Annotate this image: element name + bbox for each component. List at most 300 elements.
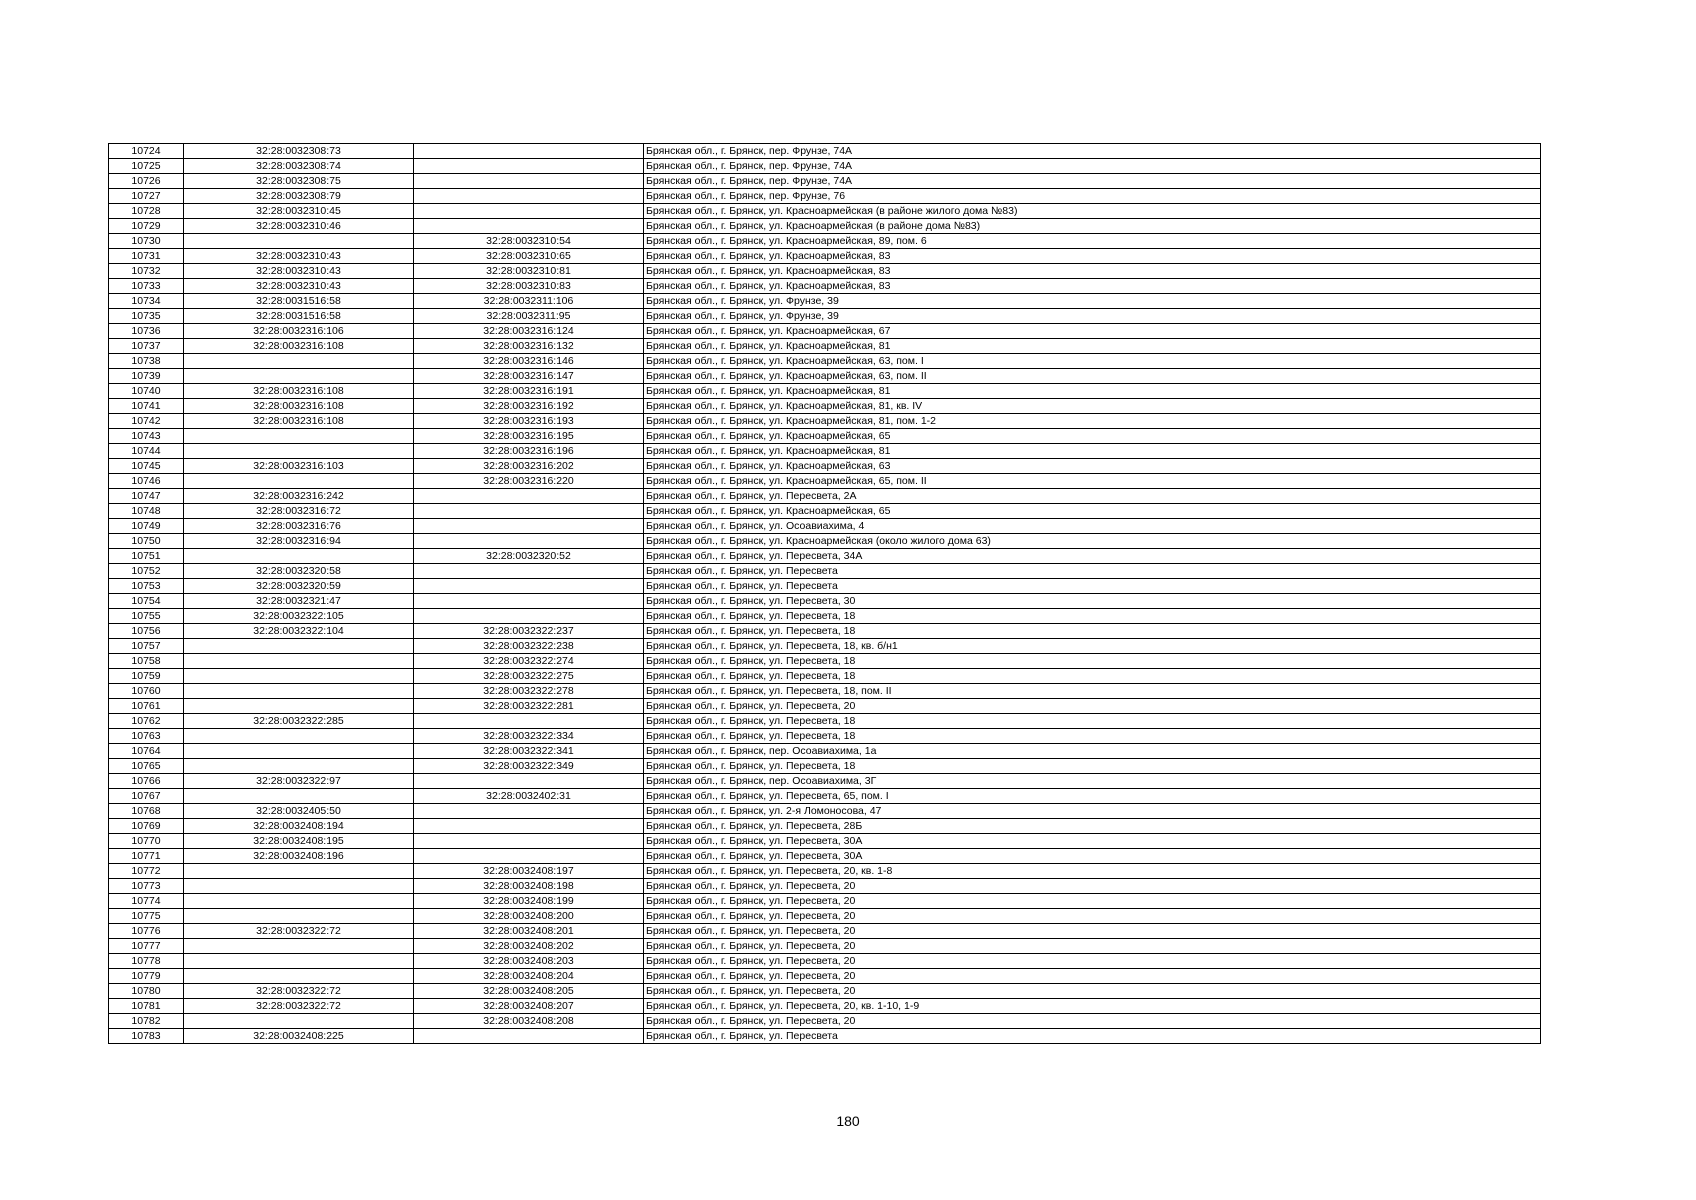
cell-cadastral-building [414, 144, 644, 159]
table-row [109, 819, 1541, 834]
table-row [109, 1014, 1541, 1029]
cell-number: 10776 [109, 924, 184, 939]
table-row [109, 714, 1541, 729]
cell-cadastral-building [414, 594, 644, 609]
cell-address: Брянская обл., г. Брянск, ул. Пересвета, 18 [644, 669, 1541, 684]
cell-cadastral-building [414, 189, 644, 204]
cell-number: 10763 [109, 729, 184, 744]
cell-cadastral-land [184, 729, 414, 744]
cell-cadastral-land: 32:28:0032408:196 [184, 849, 414, 864]
cell-cadastral-building [414, 714, 644, 729]
cell-cadastral-land: 32:28:0032310:43 [184, 249, 414, 264]
cell-cadastral-land: 32:28:0032308:74 [184, 159, 414, 174]
cell-number: 10727 [109, 189, 184, 204]
cell-cadastral-land: 32:28:0031516:58 [184, 309, 414, 324]
cell-number: 10740 [109, 384, 184, 399]
cell-number: 10765 [109, 759, 184, 774]
table-row [109, 354, 1541, 369]
cell-number: 10734 [109, 294, 184, 309]
cell-cadastral-land: 32:28:0032310:43 [184, 279, 414, 294]
cell-address: Брянская обл., г. Брянск, ул. Красноармейская, 65 [644, 504, 1541, 519]
cell-cadastral-land: 32:28:0032408:194 [184, 819, 414, 834]
cell-cadastral-building: 32:28:0032316:220 [414, 474, 644, 489]
cell-cadastral-land [184, 354, 414, 369]
cell-cadastral-land [184, 369, 414, 384]
cell-address: Брянская обл., г. Брянск, ул. Красноармейская, 65 [644, 429, 1541, 444]
cell-number: 10731 [109, 249, 184, 264]
cell-cadastral-building [414, 219, 644, 234]
cell-cadastral-building: 32:28:0032316:193 [414, 414, 644, 429]
cell-cadastral-building [414, 159, 644, 174]
cell-address: Брянская обл., г. Брянск, ул. Пересвета, 18 [644, 609, 1541, 624]
cell-cadastral-land [184, 744, 414, 759]
cell-address: Брянская обл., г. Брянск, ул. Пересвета [644, 579, 1541, 594]
cell-cadastral-building: 32:28:0032408:204 [414, 969, 644, 984]
table-row [109, 174, 1541, 189]
cell-number: 10729 [109, 219, 184, 234]
table-row [109, 759, 1541, 774]
cell-cadastral-building: 32:28:0032402:31 [414, 789, 644, 804]
cell-number: 10749 [109, 519, 184, 534]
cell-address: Брянская обл., г. Брянск, ул. Пересвета, 18 [644, 714, 1541, 729]
cell-address: Брянская обл., г. Брянск, ул. Пересвета, 20 [644, 984, 1541, 999]
cell-cadastral-land: 32:28:0032408:225 [184, 1029, 414, 1044]
cell-cadastral-land: 32:28:0032316:108 [184, 399, 414, 414]
table-row [109, 594, 1541, 609]
table-row [109, 774, 1541, 789]
table-row [109, 984, 1541, 999]
cell-number: 10751 [109, 549, 184, 564]
cell-cadastral-building: 32:28:0032316:196 [414, 444, 644, 459]
cell-address: Брянская обл., г. Брянск, ул. Пересвета, 20 [644, 939, 1541, 954]
cell-address: Брянская обл., г. Брянск, ул. Пересвета, 20 [644, 699, 1541, 714]
property-table [108, 143, 1541, 1044]
cell-cadastral-building: 32:28:0032322:334 [414, 729, 644, 744]
cell-number: 10741 [109, 399, 184, 414]
cell-cadastral-building: 32:28:0032322:274 [414, 654, 644, 669]
table-row [109, 264, 1541, 279]
cell-cadastral-building [414, 504, 644, 519]
cell-number: 10725 [109, 159, 184, 174]
table-row [109, 549, 1541, 564]
cell-address: Брянская обл., г. Брянск, ул. Красноармейская, 65, пом. II [644, 474, 1541, 489]
cell-address: Брянская обл., г. Брянск, ул. Красноармейская (в районе жилого дома №83) [644, 204, 1541, 219]
cell-cadastral-land [184, 969, 414, 984]
cell-cadastral-building: 32:28:0032322:238 [414, 639, 644, 654]
cell-address: Брянская обл., г. Брянск, ул. Пересвета, 20 [644, 909, 1541, 924]
table-row [109, 699, 1541, 714]
cell-address: Брянская обл., г. Брянск, ул. Пересвета, 30А [644, 834, 1541, 849]
cell-number: 10766 [109, 774, 184, 789]
cell-address: Брянская обл., г. Брянск, пер. Осоавиахима, 3Г [644, 774, 1541, 789]
cell-cadastral-land [184, 549, 414, 564]
cell-cadastral-building: 32:28:0032408:199 [414, 894, 644, 909]
cell-cadastral-building: 32:28:0032322:349 [414, 759, 644, 774]
cell-cadastral-land: 32:28:0031516:58 [184, 294, 414, 309]
table-row [109, 234, 1541, 249]
cell-address: Брянская обл., г. Брянск, пер. Фрунзе, 74А [644, 159, 1541, 174]
cell-cadastral-building [414, 609, 644, 624]
cell-number: 10737 [109, 339, 184, 354]
cell-number: 10782 [109, 1014, 184, 1029]
cell-cadastral-land [184, 474, 414, 489]
table-row [109, 294, 1541, 309]
cell-address: Брянская обл., г. Брянск, ул. Пересвета, 20 [644, 954, 1541, 969]
table-row [109, 414, 1541, 429]
cell-cadastral-land [184, 669, 414, 684]
table-row [109, 999, 1541, 1014]
cell-address: Брянская обл., г. Брянск, ул. Красноармейская, 83 [644, 249, 1541, 264]
cell-number: 10767 [109, 789, 184, 804]
cell-address: Брянская обл., г. Брянск, ул. Пересвета, 20, кв. 1-10, 1-9 [644, 999, 1541, 1014]
cell-cadastral-land: 32:28:0032316:103 [184, 459, 414, 474]
cell-cadastral-land: 32:28:0032405:50 [184, 804, 414, 819]
cell-cadastral-building: 32:28:0032408:197 [414, 864, 644, 879]
cell-cadastral-building: 32:28:0032322:237 [414, 624, 644, 639]
cell-cadastral-land: 32:28:0032322:97 [184, 774, 414, 789]
cell-cadastral-building: 32:28:0032408:208 [414, 1014, 644, 1029]
table-row [109, 849, 1541, 864]
cell-number: 10770 [109, 834, 184, 849]
cell-cadastral-land: 32:28:0032320:59 [184, 579, 414, 594]
table-row [109, 489, 1541, 504]
cell-cadastral-building [414, 804, 644, 819]
cell-address: Брянская обл., г. Брянск, ул. Красноармейская, 81 [644, 384, 1541, 399]
cell-number: 10772 [109, 864, 184, 879]
cell-address: Брянская обл., г. Брянск, ул. Пересвета, 30А [644, 849, 1541, 864]
cell-cadastral-building: 32:28:0032316:146 [414, 354, 644, 369]
cell-cadastral-land [184, 234, 414, 249]
cell-address: Брянская обл., г. Брянск, ул. Пересвета, 30 [644, 594, 1541, 609]
table-body [109, 144, 1541, 1044]
cell-number: 10780 [109, 984, 184, 999]
cell-address: Брянская обл., г. Брянск, пер. Фрунзе, 74А [644, 174, 1541, 189]
table-row [109, 504, 1541, 519]
cell-address: Брянская обл., г. Брянск, ул. Красноармейская, 81 [644, 444, 1541, 459]
cell-number: 10728 [109, 204, 184, 219]
cell-address: Брянская обл., г. Брянск, ул. Красноармейская, 63, пом. I [644, 354, 1541, 369]
cell-cadastral-land: 32:28:0032316:76 [184, 519, 414, 534]
cell-number: 10753 [109, 579, 184, 594]
cell-address: Брянская обл., г. Брянск, ул. Пересвета, 18 [644, 654, 1541, 669]
cell-number: 10726 [109, 174, 184, 189]
cell-number: 10730 [109, 234, 184, 249]
table-row [109, 249, 1541, 264]
cell-cadastral-land: 32:28:0032308:73 [184, 144, 414, 159]
cell-cadastral-building [414, 174, 644, 189]
table-row [109, 954, 1541, 969]
cell-address: Брянская обл., г. Брянск, ул. Красноармейская, 63 [644, 459, 1541, 474]
table-row [109, 429, 1541, 444]
cell-address: Брянская обл., г. Брянск, ул. Пересвета, 34А [644, 549, 1541, 564]
cell-cadastral-land: 32:28:0032322:105 [184, 609, 414, 624]
cell-cadastral-land [184, 954, 414, 969]
cell-cadastral-building: 32:28:0032311:95 [414, 309, 644, 324]
cell-address: Брянская обл., г. Брянск, ул. Пересвета, 18 [644, 729, 1541, 744]
cell-cadastral-building: 32:28:0032311:106 [414, 294, 644, 309]
cell-address: Брянская обл., г. Брянск, ул. Красноармейская, 81, кв. IV [644, 399, 1541, 414]
cell-number: 10724 [109, 144, 184, 159]
cell-cadastral-land: 32:28:0032322:104 [184, 624, 414, 639]
cell-number: 10742 [109, 414, 184, 429]
cell-cadastral-land: 32:28:0032316:108 [184, 414, 414, 429]
cell-cadastral-land: 32:28:0032408:195 [184, 834, 414, 849]
cell-cadastral-land: 32:28:0032310:46 [184, 219, 414, 234]
cell-number: 10743 [109, 429, 184, 444]
cell-cadastral-building: 32:28:0032408:201 [414, 924, 644, 939]
cell-address: Брянская обл., г. Брянск, ул. Красноармейская, 89, пом. 6 [644, 234, 1541, 249]
table-row [109, 279, 1541, 294]
table-row [109, 309, 1541, 324]
cell-address: Брянская обл., г. Брянск, ул. Красноармейская, 81, пом. 1-2 [644, 414, 1541, 429]
cell-number: 10732 [109, 264, 184, 279]
table-row [109, 564, 1541, 579]
cell-address: Брянская обл., г. Брянск, ул. Пересвета [644, 564, 1541, 579]
cell-cadastral-land: 32:28:0032320:58 [184, 564, 414, 579]
cell-number: 10774 [109, 894, 184, 909]
cell-number: 10755 [109, 609, 184, 624]
table-row [109, 204, 1541, 219]
table-row [109, 969, 1541, 984]
cell-cadastral-land [184, 879, 414, 894]
cell-address: Брянская обл., г. Брянск, ул. Пересвета, 18 [644, 759, 1541, 774]
cell-number: 10778 [109, 954, 184, 969]
cell-cadastral-building: 32:28:0032322:281 [414, 699, 644, 714]
table-row [109, 144, 1541, 159]
cell-cadastral-land [184, 429, 414, 444]
cell-cadastral-land: 32:28:0032321:47 [184, 594, 414, 609]
cell-address: Брянская обл., г. Брянск, ул. Пересвета, 20, кв. 1-8 [644, 864, 1541, 879]
cell-cadastral-building: 32:28:0032316:202 [414, 459, 644, 474]
table-row [109, 399, 1541, 414]
cell-address: Брянская обл., г. Брянск, ул. Пересвета [644, 1029, 1541, 1044]
cell-address: Брянская обл., г. Брянск, ул. Красноармейская (в районе дома №83) [644, 219, 1541, 234]
cell-cadastral-building: 32:28:0032408:205 [414, 984, 644, 999]
cell-cadastral-land: 32:28:0032316:72 [184, 504, 414, 519]
cell-cadastral-building: 32:28:0032316:124 [414, 324, 644, 339]
cell-cadastral-building: 32:28:0032316:147 [414, 369, 644, 384]
table-row [109, 444, 1541, 459]
cell-number: 10752 [109, 564, 184, 579]
cell-cadastral-building: 32:28:0032310:65 [414, 249, 644, 264]
cell-address: Брянская обл., г. Брянск, ул. Красноармейская, 67 [644, 324, 1541, 339]
table-row [109, 729, 1541, 744]
page-number: 180 [836, 1113, 860, 1129]
cell-cadastral-building [414, 849, 644, 864]
cell-number: 10779 [109, 969, 184, 984]
cell-cadastral-land [184, 654, 414, 669]
cell-address: Брянская обл., г. Брянск, ул. Пересвета, 28Б [644, 819, 1541, 834]
table-row [109, 159, 1541, 174]
cell-address: Брянская обл., г. Брянск, ул. Фрунзе, 39 [644, 294, 1541, 309]
cell-address: Брянская обл., г. Брянск, ул. Красноармейская, 83 [644, 264, 1541, 279]
table-row [109, 519, 1541, 534]
cell-number: 10773 [109, 879, 184, 894]
cell-number: 10758 [109, 654, 184, 669]
table-row [109, 339, 1541, 354]
table-row [109, 804, 1541, 819]
cell-cadastral-building [414, 204, 644, 219]
cell-address: Брянская обл., г. Брянск, ул. Пересвета, 20 [644, 894, 1541, 909]
cell-cadastral-land: 32:28:0032322:72 [184, 984, 414, 999]
cell-cadastral-building [414, 564, 644, 579]
cell-cadastral-building: 32:28:0032316:132 [414, 339, 644, 354]
cell-cadastral-building: 32:28:0032310:83 [414, 279, 644, 294]
cell-number: 10759 [109, 669, 184, 684]
cell-cadastral-building: 32:28:0032408:207 [414, 999, 644, 1014]
table-row [109, 624, 1541, 639]
cell-cadastral-building: 32:28:0032316:191 [414, 384, 644, 399]
cell-cadastral-building [414, 834, 644, 849]
cell-address: Брянская обл., г. Брянск, ул. Пересвета, 2А [644, 489, 1541, 504]
cell-number: 10768 [109, 804, 184, 819]
table-row [109, 384, 1541, 399]
table-row [109, 909, 1541, 924]
cell-address: Брянская обл., г. Брянск, ул. Красноармейская (около жилого дома 63) [644, 534, 1541, 549]
cell-cadastral-land: 32:28:0032308:75 [184, 174, 414, 189]
cell-number: 10760 [109, 684, 184, 699]
cell-number: 10771 [109, 849, 184, 864]
cell-cadastral-building: 32:28:0032408:202 [414, 939, 644, 954]
table-row [109, 684, 1541, 699]
cell-address: Брянская обл., г. Брянск, ул. Красноармейская, 83 [644, 279, 1541, 294]
cell-address: Брянская обл., г. Брянск, пер. Фрунзе, 74А [644, 144, 1541, 159]
cell-cadastral-land [184, 864, 414, 879]
cell-cadastral-land: 32:28:0032308:79 [184, 189, 414, 204]
cell-number: 10735 [109, 309, 184, 324]
cell-cadastral-land [184, 939, 414, 954]
cell-number: 10781 [109, 999, 184, 1014]
cell-cadastral-building [414, 774, 644, 789]
cell-cadastral-building [414, 519, 644, 534]
table-row [109, 744, 1541, 759]
cell-number: 10777 [109, 939, 184, 954]
cell-cadastral-building: 32:28:0032408:203 [414, 954, 644, 969]
table-row [109, 219, 1541, 234]
cell-address: Брянская обл., г. Брянск, ул. Пересвета, 65, пом. I [644, 789, 1541, 804]
cell-cadastral-building: 32:28:0032322:275 [414, 669, 644, 684]
cell-cadastral-land: 32:28:0032310:43 [184, 264, 414, 279]
cell-address: Брянская обл., г. Брянск, ул. Пересвета, 20 [644, 924, 1541, 939]
cell-cadastral-building [414, 1029, 644, 1044]
cell-cadastral-land [184, 1014, 414, 1029]
cell-number: 10739 [109, 369, 184, 384]
cell-number: 10733 [109, 279, 184, 294]
cell-number: 10769 [109, 819, 184, 834]
cell-number: 10754 [109, 594, 184, 609]
cell-number: 10757 [109, 639, 184, 654]
cell-cadastral-building: 32:28:0032320:52 [414, 549, 644, 564]
cell-cadastral-building: 32:28:0032322:278 [414, 684, 644, 699]
cell-cadastral-land [184, 894, 414, 909]
table-row [109, 369, 1541, 384]
cell-cadastral-land: 32:28:0032316:108 [184, 384, 414, 399]
cell-cadastral-land [184, 909, 414, 924]
cell-address: Брянская обл., г. Брянск, ул. Пересвета, 18, пом. II [644, 684, 1541, 699]
cell-cadastral-land: 32:28:0032316:106 [184, 324, 414, 339]
cell-cadastral-land: 32:28:0032310:45 [184, 204, 414, 219]
cell-number: 10745 [109, 459, 184, 474]
cell-cadastral-land: 32:28:0032322:285 [184, 714, 414, 729]
cell-number: 10783 [109, 1029, 184, 1044]
cell-cadastral-building: 32:28:0032310:81 [414, 264, 644, 279]
cell-address: Брянская обл., г. Брянск, ул. Пересвета, 18 [644, 624, 1541, 639]
cell-cadastral-land [184, 444, 414, 459]
cell-number: 10761 [109, 699, 184, 714]
cell-address: Брянская обл., г. Брянск, ул. Красноармейская, 63, пом. II [644, 369, 1541, 384]
table-row [109, 789, 1541, 804]
table-row [109, 939, 1541, 954]
cell-number: 10775 [109, 909, 184, 924]
table-row [109, 534, 1541, 549]
cell-address: Брянская обл., г. Брянск, ул. Пересвета, 20 [644, 969, 1541, 984]
cell-number: 10736 [109, 324, 184, 339]
cell-cadastral-building [414, 534, 644, 549]
cell-cadastral-land: 32:28:0032322:72 [184, 999, 414, 1014]
cell-address: Брянская обл., г. Брянск, ул. Пересвета, 20 [644, 1014, 1541, 1029]
cell-address: Брянская обл., г. Брянск, пер. Фрунзе, 76 [644, 189, 1541, 204]
cell-cadastral-building: 32:28:0032316:192 [414, 399, 644, 414]
table-row [109, 879, 1541, 894]
cell-cadastral-land: 32:28:0032316:242 [184, 489, 414, 504]
cell-cadastral-building: 32:28:0032310:54 [414, 234, 644, 249]
table-row [109, 639, 1541, 654]
cell-number: 10748 [109, 504, 184, 519]
cell-number: 10746 [109, 474, 184, 489]
cell-number: 10750 [109, 534, 184, 549]
cell-number: 10738 [109, 354, 184, 369]
table-row [109, 609, 1541, 624]
table-row [109, 459, 1541, 474]
table-row [109, 924, 1541, 939]
cell-address: Брянская обл., г. Брянск, ул. Осоавиахима, 4 [644, 519, 1541, 534]
cell-cadastral-land [184, 789, 414, 804]
table-row [109, 1029, 1541, 1044]
cell-cadastral-building: 32:28:0032322:341 [414, 744, 644, 759]
table-row [109, 894, 1541, 909]
cell-cadastral-land [184, 684, 414, 699]
cell-cadastral-land [184, 759, 414, 774]
table-row [109, 579, 1541, 594]
cell-cadastral-land: 32:28:0032316:94 [184, 534, 414, 549]
cell-address: Брянская обл., г. Брянск, ул. Пересвета, 20 [644, 879, 1541, 894]
cell-address: Брянская обл., г. Брянск, пер. Осоавиахима, 1а [644, 744, 1541, 759]
table-row [109, 654, 1541, 669]
cell-cadastral-building: 32:28:0032408:198 [414, 879, 644, 894]
cell-cadastral-building [414, 579, 644, 594]
cell-address: Брянская обл., г. Брянск, ул. Красноармейская, 81 [644, 339, 1541, 354]
cell-cadastral-land: 32:28:0032322:72 [184, 924, 414, 939]
table-row [109, 189, 1541, 204]
table-row [109, 864, 1541, 879]
cell-number: 10747 [109, 489, 184, 504]
cell-address: Брянская обл., г. Брянск, ул. 2-я Ломоносова, 47 [644, 804, 1541, 819]
table-row [109, 834, 1541, 849]
cell-cadastral-building [414, 819, 644, 834]
table-row [109, 669, 1541, 684]
cell-address: Брянская обл., г. Брянск, ул. Фрунзе, 39 [644, 309, 1541, 324]
cell-number: 10762 [109, 714, 184, 729]
cell-cadastral-land [184, 639, 414, 654]
cell-cadastral-land: 32:28:0032316:108 [184, 339, 414, 354]
cell-number: 10756 [109, 624, 184, 639]
cell-address: Брянская обл., г. Брянск, ул. Пересвета, 18, кв. б/н1 [644, 639, 1541, 654]
cell-cadastral-building: 32:28:0032408:200 [414, 909, 644, 924]
table-row [109, 474, 1541, 489]
table-row [109, 324, 1541, 339]
cell-number: 10744 [109, 444, 184, 459]
cell-number: 10764 [109, 744, 184, 759]
